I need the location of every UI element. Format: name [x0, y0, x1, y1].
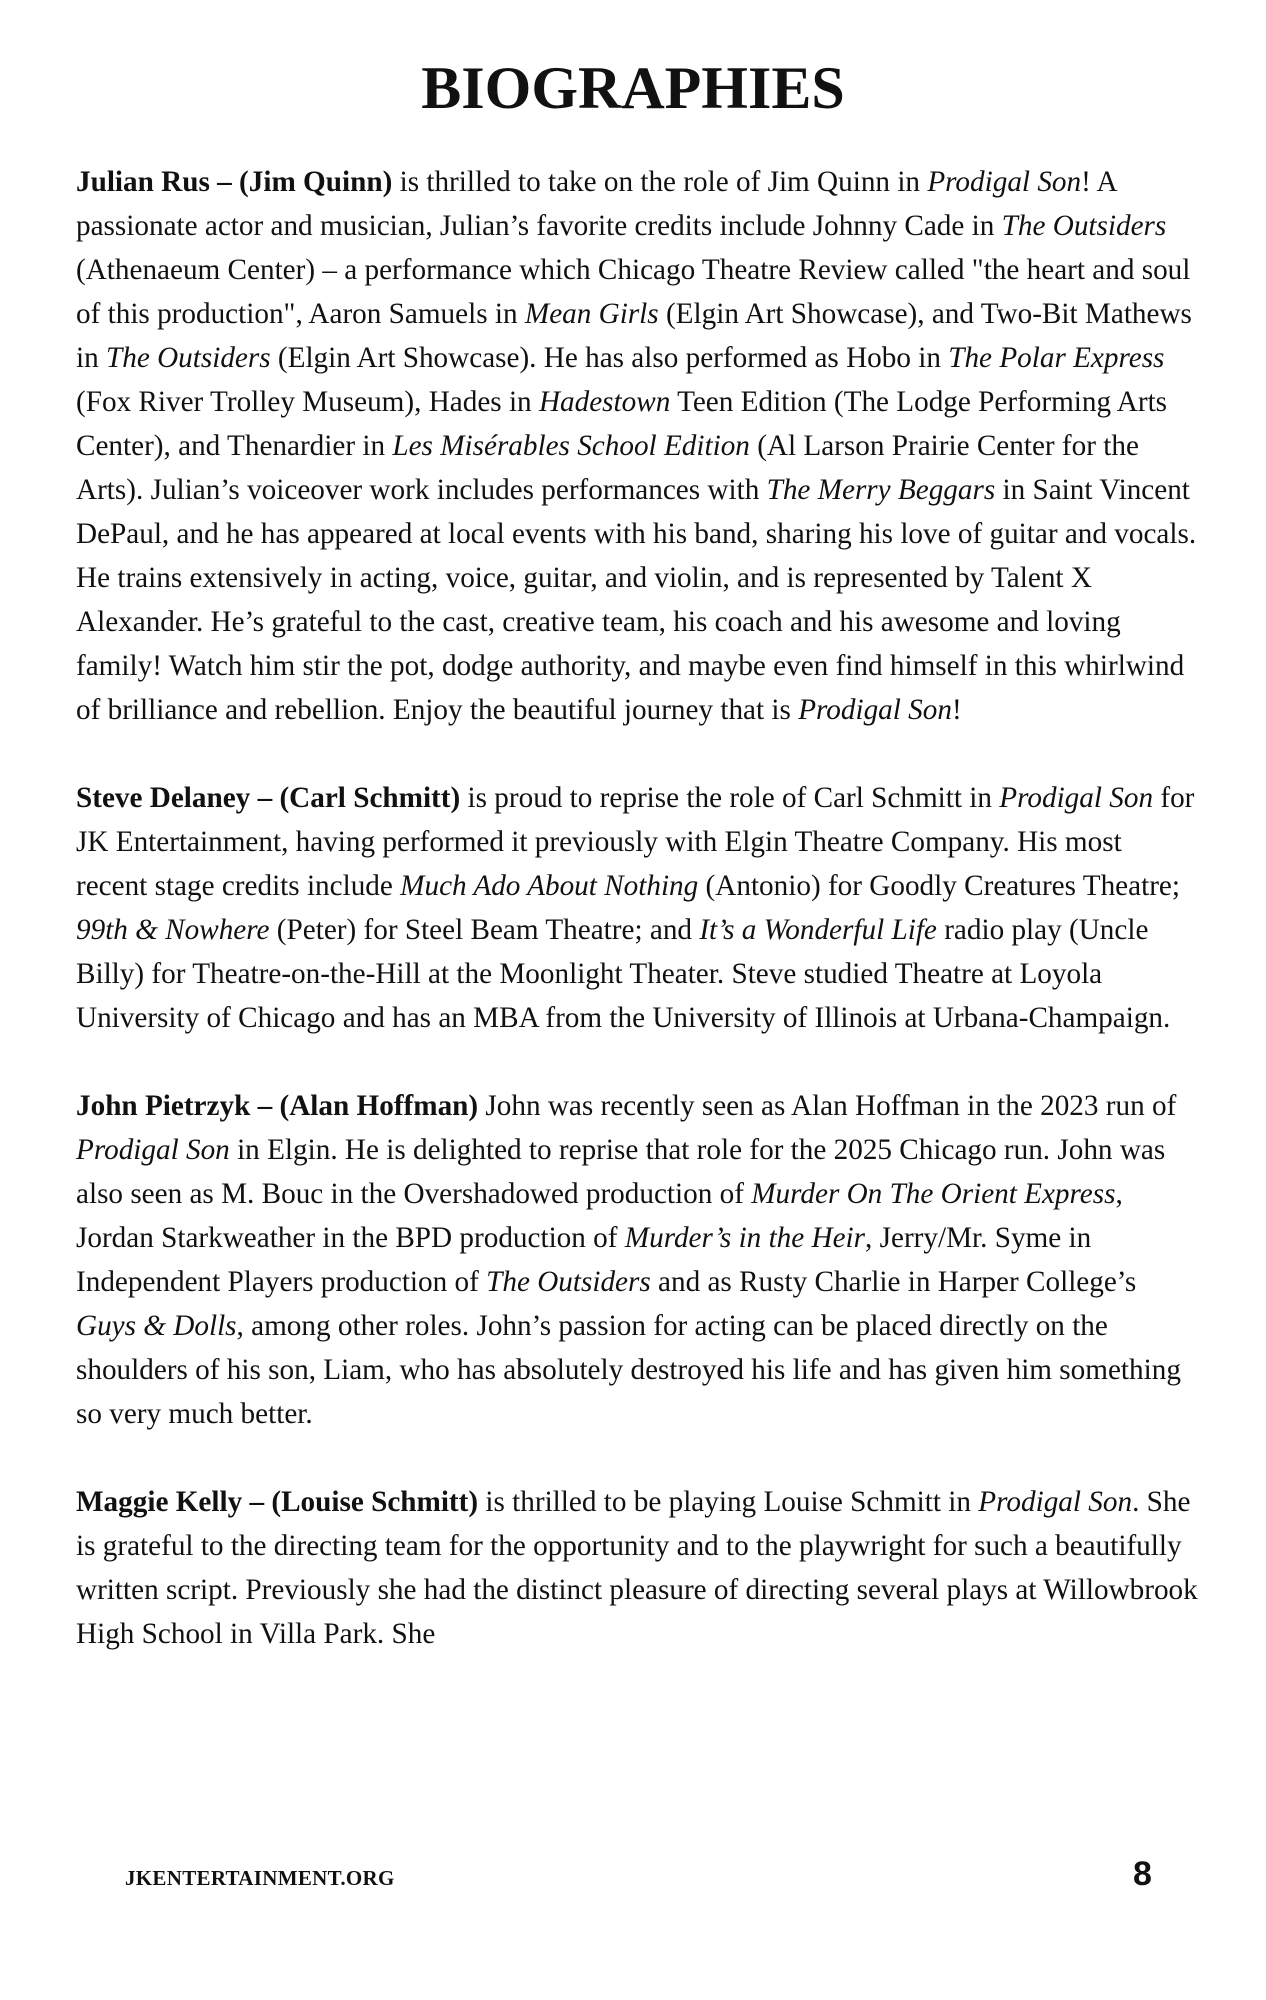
bio-text: Teen Edition (The Lodge Performing Arts Center), and Thenardier in	[76, 386, 1168, 462]
bio-italic-title: The Outsiders	[1001, 210, 1167, 242]
bio-italic-title: Mean Girls	[524, 298, 659, 330]
bio-text: John was recently seen as Alan Hoffman in the 2023 run of	[478, 1090, 1177, 1122]
bio-paragraph	[76, 160, 1200, 732]
bio-text: and as Rusty Charlie in Harper College’s	[650, 1266, 1137, 1298]
biographies-list	[76, 160, 1200, 1700]
bio-text: (Athenaeum Center) – a performance which Chicago Theatre Review called "the heart and soul of this production", Aaron Samuels in	[76, 254, 1191, 330]
bio-italic-title: Prodigal Son	[999, 782, 1154, 814]
bio-paragraph	[76, 1480, 1200, 1656]
bio-italic-title: Murder’s in the Heir	[624, 1222, 866, 1254]
bio-italic-title: 99th & Nowhere	[76, 914, 270, 946]
bio-text: (Antonio) for Goodly Creatures Theatre;	[698, 870, 1180, 902]
bio-italic-title: The Merry Beggars	[766, 474, 996, 506]
bio-italic-title: It’s a Wonderful Life	[699, 914, 937, 946]
bio-italic-title: Much Ado About Nothing	[400, 870, 699, 902]
bio-text: (Al Larson Prairie Center for the Arts). Julian’s voiceover work includes performances with	[76, 430, 1139, 506]
bio-italic-title: Hadestown	[538, 386, 671, 418]
bio-text: , Jordan Starkweather in the BPD production of	[76, 1178, 1123, 1254]
bio-italic-title: The Outsiders	[486, 1266, 651, 1298]
bio-text: , Jerry/Mr. Syme in Independent Players production of	[76, 1222, 1092, 1298]
bio-paragraph	[76, 776, 1200, 1040]
bio-text: (Elgin Art Showcase). He has also performed as Hobo in	[270, 342, 949, 374]
bio-text: !	[951, 694, 962, 726]
page-number: 8	[1133, 1855, 1152, 1893]
bio-text: in Saint Vincent DePaul, and he has appeared at local events with his band, sharing his love of guitar and vocals. He trains extensively in acting, voice, guitar, and violin, and is represented by Talent X Alexander. He’s grateful to the cast, creative team, his coach and his awesome and loving family! Watch him stir the pot, dodge authority, and maybe even find himself in this whirlwind of brilliance and rebellion. Enjoy the beautiful journey that is	[76, 474, 1197, 726]
bio-italic-title: Murder On The Orient Express	[751, 1178, 1116, 1210]
bio-text: (Elgin Art Showcase), and Two-Bit Mathews in	[76, 298, 1192, 374]
bio-paragraph	[76, 1084, 1200, 1436]
bio-name-role: Steve Delaney – (Carl Schmitt)	[76, 782, 461, 814]
bio-text: is thrilled to take on the role of Jim Quinn in	[392, 166, 928, 198]
bio-text: (Peter) for Steel Beam Theatre; and	[269, 914, 700, 946]
bio-italic-title: Prodigal Son	[978, 1486, 1133, 1518]
bio-italic-title: Prodigal Son	[927, 166, 1082, 198]
bio-italic-title: The Polar Express	[948, 342, 1165, 374]
bio-italic-title: Les Misérables School Edition	[392, 430, 750, 462]
bio-text: in Elgin. He is delighted to reprise that role for the 2025 Chicago run. John was also seen as M. Bouc in the Overshadowed production of	[76, 1134, 1166, 1210]
bio-name-role: Julian Rus – (Jim Quinn)	[76, 166, 393, 198]
bio-text: ! A passionate actor and musician, Julian’s favorite credits include Johnny Cade in	[76, 166, 1116, 242]
bio-text: is thrilled to be playing Louise Schmitt in	[478, 1486, 979, 1518]
bio-text: is proud to reprise the role of Carl Schmitt in	[460, 782, 1000, 814]
footer-website: JKENTERTAINMENT.ORG	[125, 1866, 395, 1890]
bio-text: radio play (Uncle Billy) for Theatre-on-the-Hill at the Moonlight Theater. Steve studied Theatre at Loyola University of Chicago and has an MBA from the University of Illinois at Urbana-Champaign.	[76, 914, 1171, 1034]
bio-text: . She is grateful to the directing team for the opportunity and to the playwright for such a beautifully written script. Previously she had the distinct pleasure of directing several plays at Willowbrook High School in Villa Park. She	[76, 1486, 1198, 1650]
bio-italic-title: Prodigal Son	[76, 1134, 230, 1166]
bio-text: (Fox River Trolley Museum), Hades in	[76, 386, 539, 418]
bio-italic-title: The Outsiders	[106, 342, 271, 374]
bio-text: for JK Entertainment, having performed it previously with Elgin Theatre Company. His most recent stage credits include	[76, 782, 1195, 902]
bio-italic-title: Prodigal Son	[798, 694, 952, 726]
bio-name-role: Maggie Kelly – (Louise Schmitt)	[76, 1486, 479, 1518]
bio-text: , among other roles. John’s passion for acting can be placed directly on the shoulders of his son, Liam, who has absolutely destroyed his life and has given him something so very much better.	[76, 1310, 1181, 1430]
bio-name-role: John Pietrzyk – (Alan Hoffman)	[76, 1090, 479, 1122]
bio-italic-title: Guys & Dolls	[76, 1310, 237, 1342]
page-title: BIOGRAPHIES	[421, 55, 845, 121]
